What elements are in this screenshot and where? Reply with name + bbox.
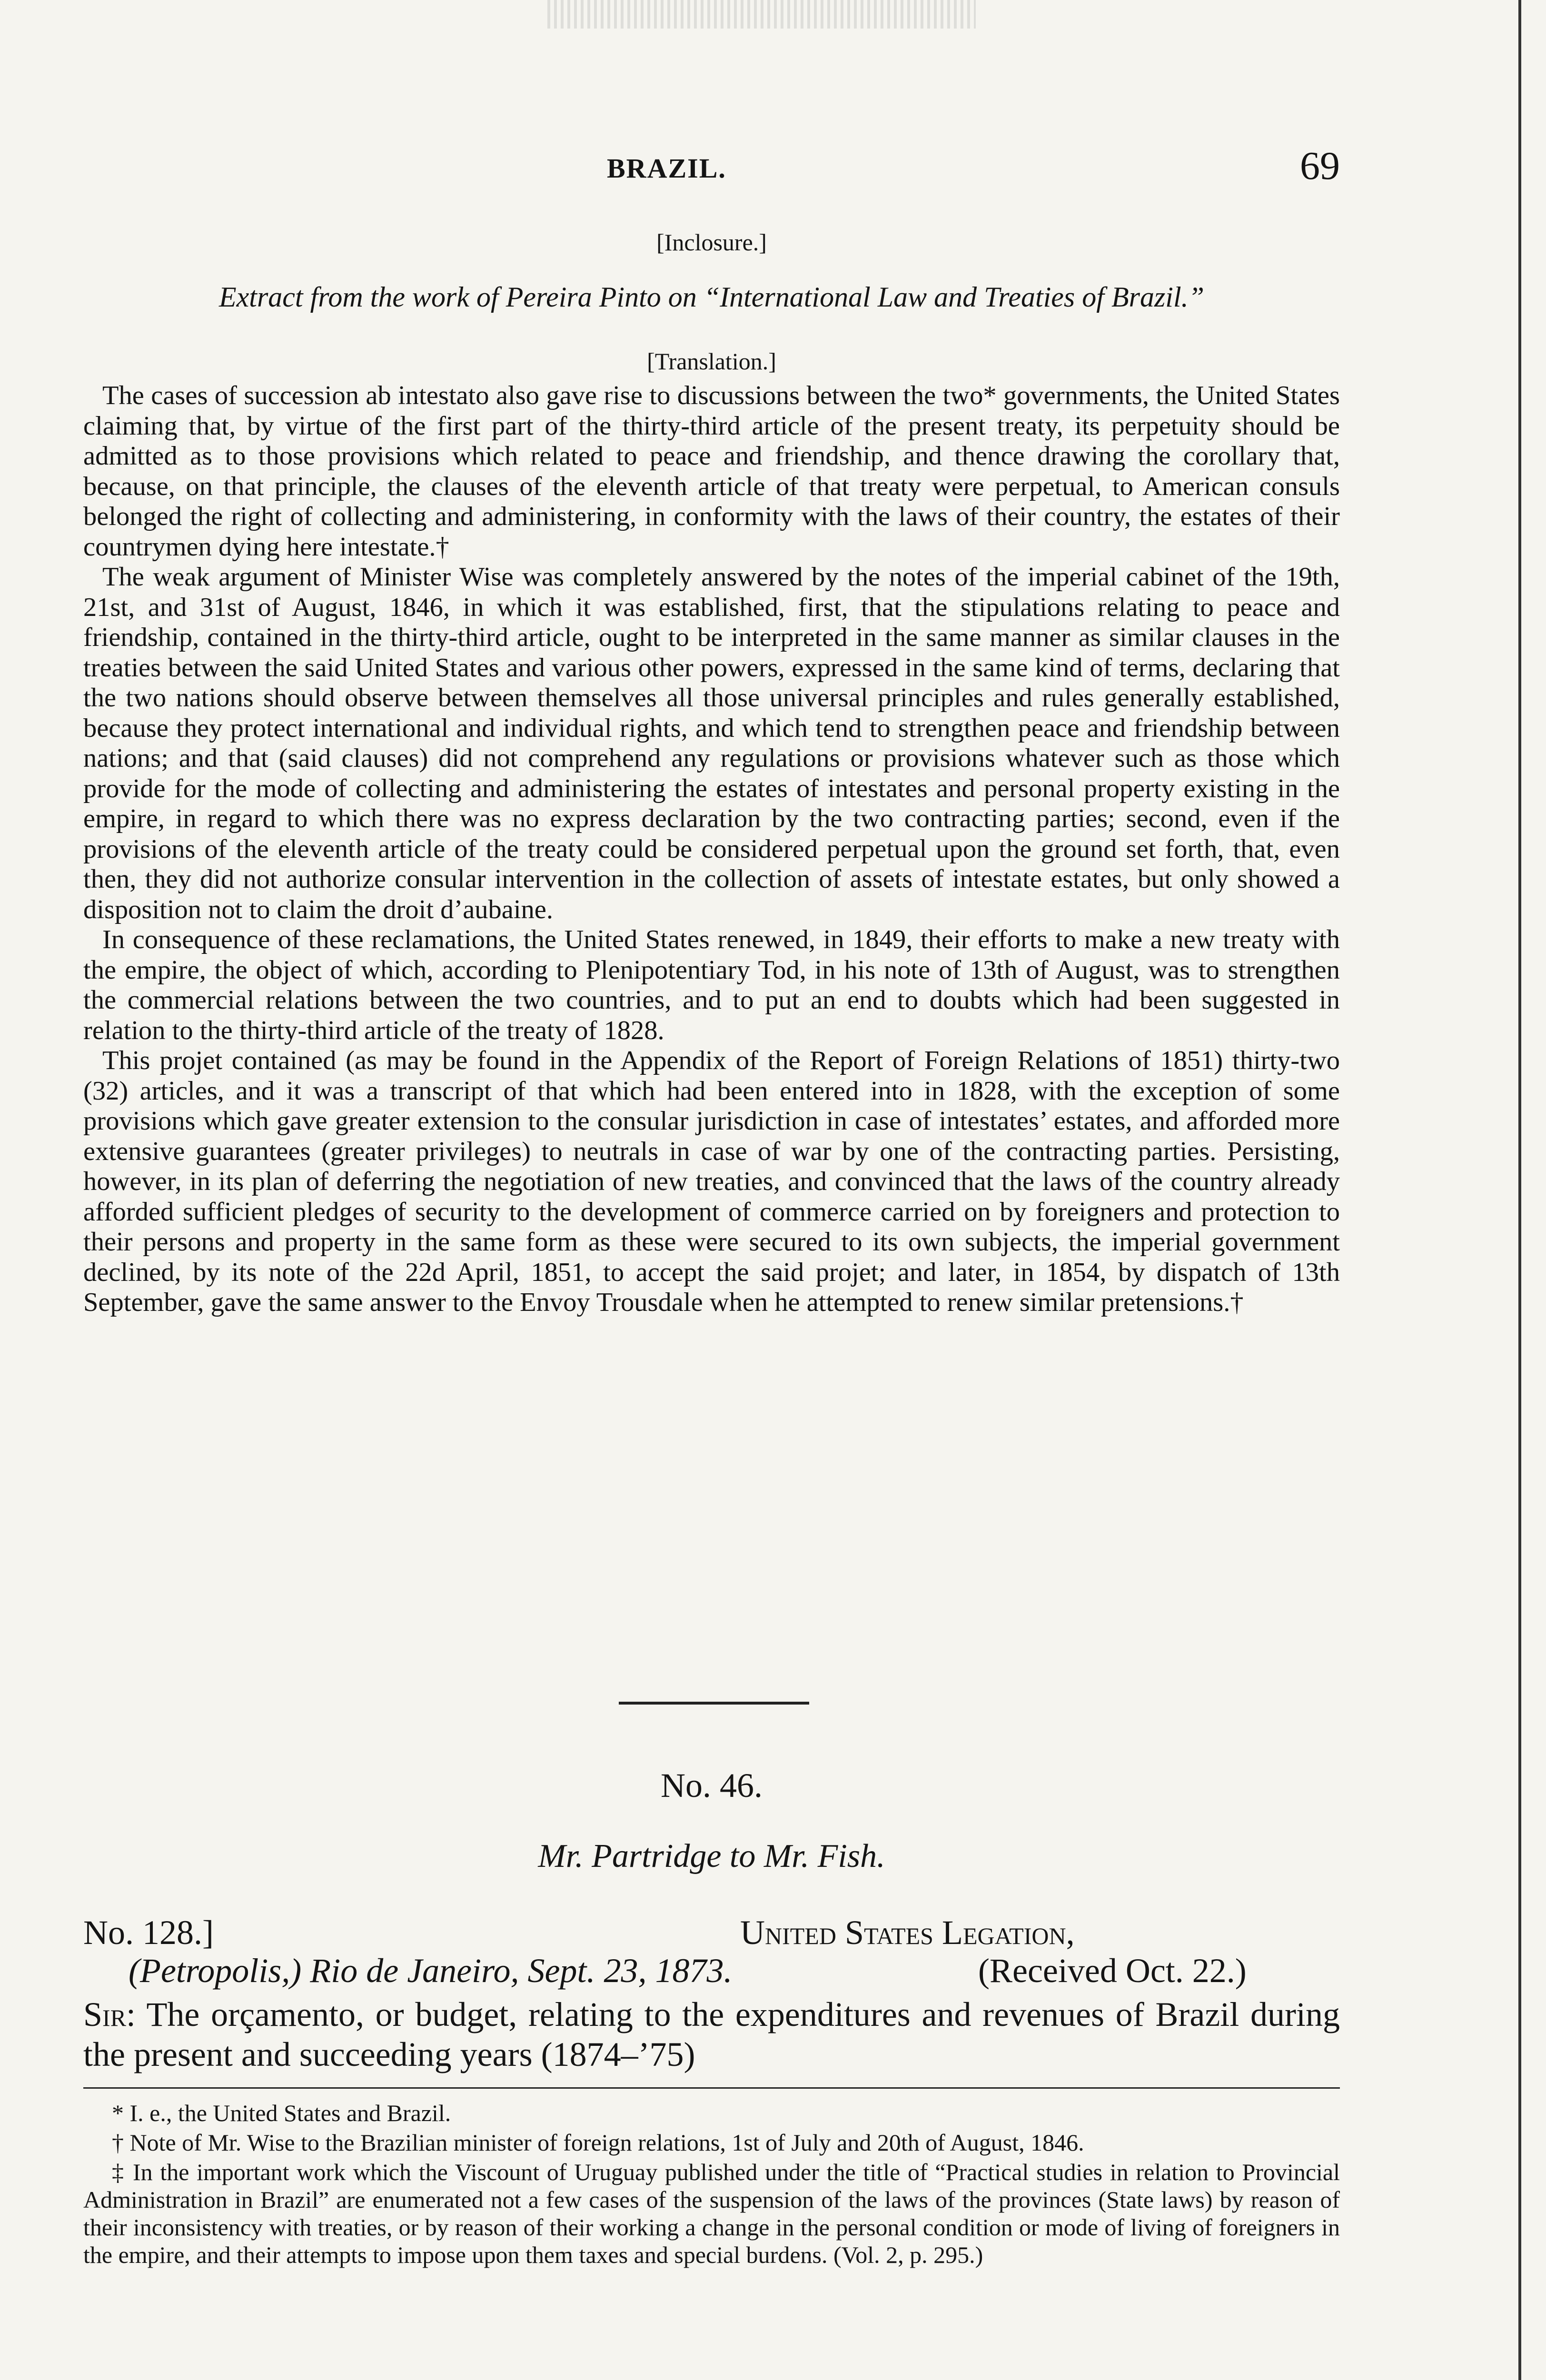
- letter-title: Mr. Partridge to Mr. Fish.: [538, 1838, 885, 1874]
- paragraph: In consequence of these reclamations, the United States renewed, in 1849, their efforts to make a new treaty with the empire, the object of which, according to Plenipotentiary Tod, in his note of 13th of August, was to strengthen the commercial relations between the two countries, and to put an end to doubts which had been suggested in relation to the thirty-third article of the treaty of 1828.: [83, 925, 1340, 1045]
- dispatch-header: [83, 1914, 1340, 1990]
- salutation-sir: Sir:: [83, 1995, 136, 2033]
- letter-opening: [83, 1994, 1340, 2074]
- dispatch-number: No. 128.]: [83, 1914, 214, 1952]
- letter-opening-text: The orçamento, or budget, relating to the expenditures and revenues of Brazil during the present and succeeding years (1874–’75): [83, 1995, 1340, 2073]
- paragraph: The cases of succession ab intestato also gave rise to discussions between the two* governments, the United States claiming that, by virtue of the first part of the thirty-third article of the present treaty, its perpetuity should be admitted as to those provisions which related to peace and friendship, and thence drawing the corollary that, because, on that principle, the clauses of the eleventh article of that treaty were perpetual, to American consuls belonged the right of collecting and administering, in conformity with the laws of their country, the estates of their countrymen dying here intestate.†: [83, 381, 1340, 562]
- extract-title: Extract from the work of Pereira Pinto on “International Law and Treaties of Brazil.”: [219, 281, 1204, 313]
- inclosure-label: [Inclosure.]: [656, 229, 767, 256]
- footnote: ‡ In the important work which the Viscount of Uruguay published under the title of “Practical studies in relation to Provincial Administration in Brazil” are enumerated not a few cases of the suspension of the laws of the provinces (State laws) by reason of their inconsistency with treaties, or by reason of their working a change in the personal condition or mode of living of foreigners in the empire, and their attempts to impose upon them taxes and special burdens. (Vol. 2, p. 295.): [83, 2159, 1340, 2268]
- received-date: (Received Oct. 22.): [978, 1952, 1247, 1990]
- page-edge-border: [1518, 0, 1521, 2380]
- section-divider: [619, 1702, 809, 1705]
- paragraph: This projet contained (as may be found in the Appendix of the Report of Foreign Relations of 1851) thirty-two (32) articles, and it was a transcript of that which had been entered into in 1828, with the exception of some provisions which gave greater extension to the consular jurisdiction in case of intestates’ estates, and afforded more extensive guarantees (greater privileges) to neutrals in case of war by one of the contracting parties. Persisting, however, in its plan of deferring the negotiation of new treaties, and convinced that the laws of the country already afforded sufficient pledges of security to the development of commerce carried on by foreigners and protection to their persons and property in the same form as these were secured to its own subjects, the imperial government declined, by its note of the 22d April, 1851, to accept the said projet; and later, in 1854, by dispatch of 13th September, gave the same answer to the Envoy Trousdale when he attempted to renew similar pretensions.†: [83, 1046, 1340, 1317]
- page-header: [83, 143, 1340, 190]
- dispatch-place-date: (Petropolis,) Rio de Janeiro, Sept. 23, 1873.: [129, 1952, 733, 1990]
- legation-name: United States Legation,: [740, 1914, 1075, 1952]
- footnotes: [83, 2099, 1340, 2271]
- paragraph: The weak argument of Minister Wise was completely answered by the notes of the imperial cabinet of the 19th, 21st, and 31st of August, 1846, in which it was established, first, that the stipulations relating to peace and friendship, contained in the thirty-third article, ought to be interpreted in the same manner as similar clauses in the treaties between the said United States and various other powers, expressed in the same kind of terms, declaring that the two nations should observe between themselves all those universal principles and rules generally established, because they protect international and individual rights, and which tend to strengthen peace and friendship between nations; and that (said clauses) did not comprehend any regulations or provisions whatever such as those which provide for the mode of collecting and administering the estates of intestates and personal property existing in the empire, in regard to which there was no express declaration by the two contracting parties; second, even if the provisions of the eleventh article of the treaty could be considered perpetual upon the ground set forth, that, even then, they did not authorize consular intervention in the collection of assets of intestate estates, but only showed a disposition not to claim the droit d’aubaine.: [83, 562, 1340, 924]
- translated-extract-body: [83, 381, 1340, 1318]
- footnote-rule: [83, 2087, 1340, 2089]
- running-head: BRAZIL.: [607, 153, 726, 184]
- translation-label: [Translation.]: [647, 348, 776, 375]
- footnote: * I. e., the United States and Brazil.: [112, 2100, 451, 2126]
- document-number: No. 46.: [661, 1766, 763, 1805]
- page-number: 69: [1300, 144, 1340, 188]
- footnote: † Note of Mr. Wise to the Brazilian minister of foreign relations, 1st of July and 20th of August, 1846.: [112, 2129, 1084, 2156]
- faint-stamp-mark: [547, 0, 976, 29]
